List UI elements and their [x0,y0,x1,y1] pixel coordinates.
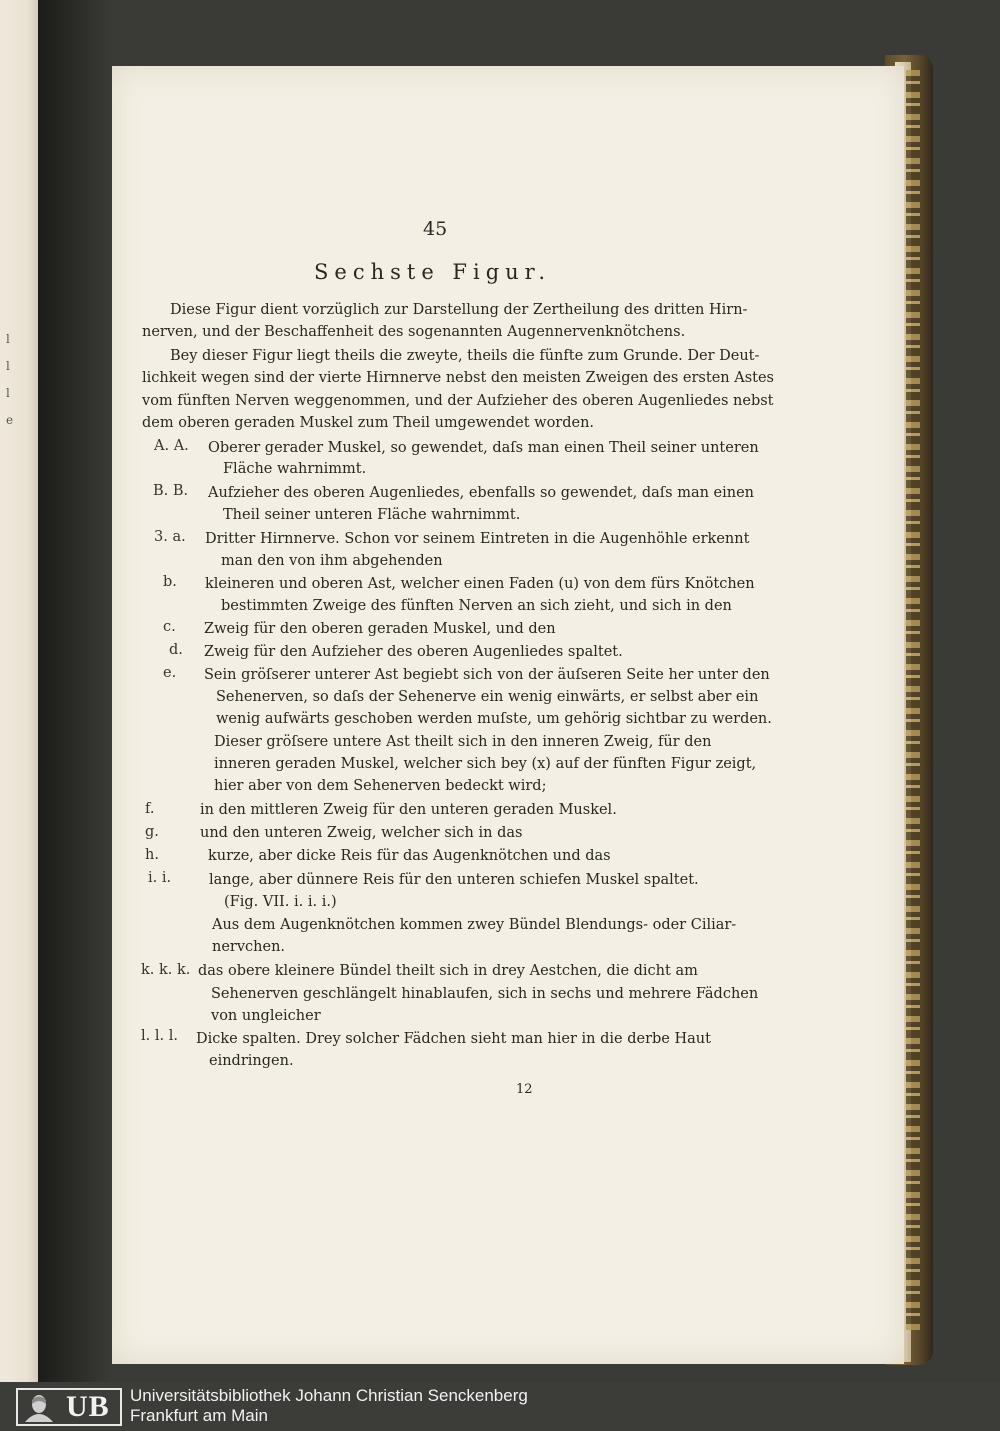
spine-ornament [906,70,920,1330]
text-line: und den unteren Zweig, welcher sich in das [200,825,523,841]
item-label: 3. a. [154,529,186,545]
library-city: Frankfurt am Main [130,1406,268,1425]
text-line: eindringen. [209,1053,294,1069]
text-line: Dicke spalten. Drey solcher Fädchen sieht man hier in die derbe Haut [196,1031,711,1047]
text-line: von ungleicher [211,1008,321,1024]
item-label: A. A. [154,438,189,454]
text-line: Zweig für den Aufzieher des oberen Augenliedes spaltet. [204,644,623,660]
item-label: f. [145,801,155,817]
text-line: (Fig. VII. i. i. i.) [224,894,337,910]
text-line: Theil seiner unteren Fläche wahrnimmt. [223,507,521,523]
text-line: Aufzieher des oberen Augenliedes, ebenfalls so gewendet, daſs man einen [208,485,755,501]
left-mark: l [6,386,10,400]
item-label: k. k. k. [141,962,191,978]
text-line: inneren geraden Muskel, welcher sich bey (x) auf der fünften Figur zeigt, [214,756,757,772]
text-line: lichkeit wegen sind der vierte Hirnnerve nebst den meisten Zweigen des ersten Astes [142,370,774,386]
left-margin-marks [6,332,14,440]
text-line: man den von ihm abgehenden [221,553,443,569]
text-line: Zweig für den oberen geraden Muskel, und den [204,621,556,637]
item-label: i. i. [148,870,172,886]
left-page-edge [0,0,40,1382]
item-label: l. l. l. [141,1028,178,1044]
text-line: das obere kleinere Bündel theilt sich in drey Aestchen, die dicht am [198,963,698,979]
item-label: g. [145,824,159,840]
logo-text: UB [66,1390,110,1423]
left-mark: l [6,332,10,346]
item-label: c. [163,619,176,635]
item-label: b. [163,574,177,590]
library-footer [0,1382,1000,1431]
item-label: h. [145,847,159,863]
text-line: Sehenerven geschlängelt hinablaufen, sich in sechs und mehrere Fädchen [211,986,759,1002]
text-line: kleineren und oberen Ast, welcher einen Faden (u) von dem fürs Knötchen [205,576,755,592]
text-line: Dieser gröſsere untere Ast theilt sich in den inneren Zweig, für den [214,734,712,750]
item-label: d. [169,642,183,658]
item-label: B. B. [153,483,189,499]
text-line: vom fünften Nerven weggenommen, und der Aufzieher des oberen Augenliedes nebst [142,393,774,409]
signature-mark: 12 [516,1082,533,1097]
senckenberg-portrait-icon [20,1392,58,1422]
text-line: Fläche wahrnimmt. [223,461,367,477]
text-line: Bey dieser Figur liegt theils die zweyte, theils die fünfte zum Grunde. Der Deut- [170,348,760,364]
left-mark: l [6,359,10,373]
ub-logo [16,1388,122,1426]
text-line: Dritter Hirnnerve. Schon vor seinem Eintreten in die Augenhöhle erkennt [205,531,750,547]
text-line: in den mittleren Zweig für den unteren geraden Muskel. [200,802,617,818]
book-page [112,66,904,1364]
text-line: hier aber von dem Sehenerven bedeckt wird; [214,778,547,794]
text-line: nervchen. [212,939,286,955]
text-line: nerven, und der Beschaffenheit des sogenannten Augennervenknötchens. [142,324,686,340]
text-line: Aus dem Augenknötchen kommen zwey Bündel Blendungs- oder Ciliar- [212,917,737,933]
text-line: Oberer gerader Muskel, so gewendet, daſs man einen Theil seiner unteren [208,440,759,456]
text-line: lange, aber dünnere Reis für den unteren schiefen Muskel spaltet. [209,872,699,888]
text-line: Sehenerven, so daſs der Sehenerve ein wenig einwärts, er selbst aber ein [216,689,759,705]
text-line: bestimmten Zweige des fünften Nerven an sich zieht, und sich in den [221,598,732,614]
section-heading: Sechste Figur. [314,260,552,284]
text-line: wenig aufwärts geschoben werden muſste, um gehörig sichtbar zu werden. [216,711,772,727]
text-line: Diese Figur dient vorzüglich zur Darstellung der Zertheilung des dritten Hirn- [170,302,748,318]
text-line: dem oberen geraden Muskel zum Theil umgewendet worden. [142,415,595,431]
left-mark: e [6,413,14,427]
binding-gutter [38,0,113,1382]
page-number: 45 [423,218,448,240]
library-name: Universitätsbibliothek Johann Christian Senckenberg [130,1386,528,1405]
item-label: e. [163,665,177,681]
text-line: kurze, aber dicke Reis für das Augenknötchen und das [208,848,611,864]
text-line: Sein gröſserer unterer Ast begiebt sich von der äuſseren Seite her unter den [204,667,770,683]
